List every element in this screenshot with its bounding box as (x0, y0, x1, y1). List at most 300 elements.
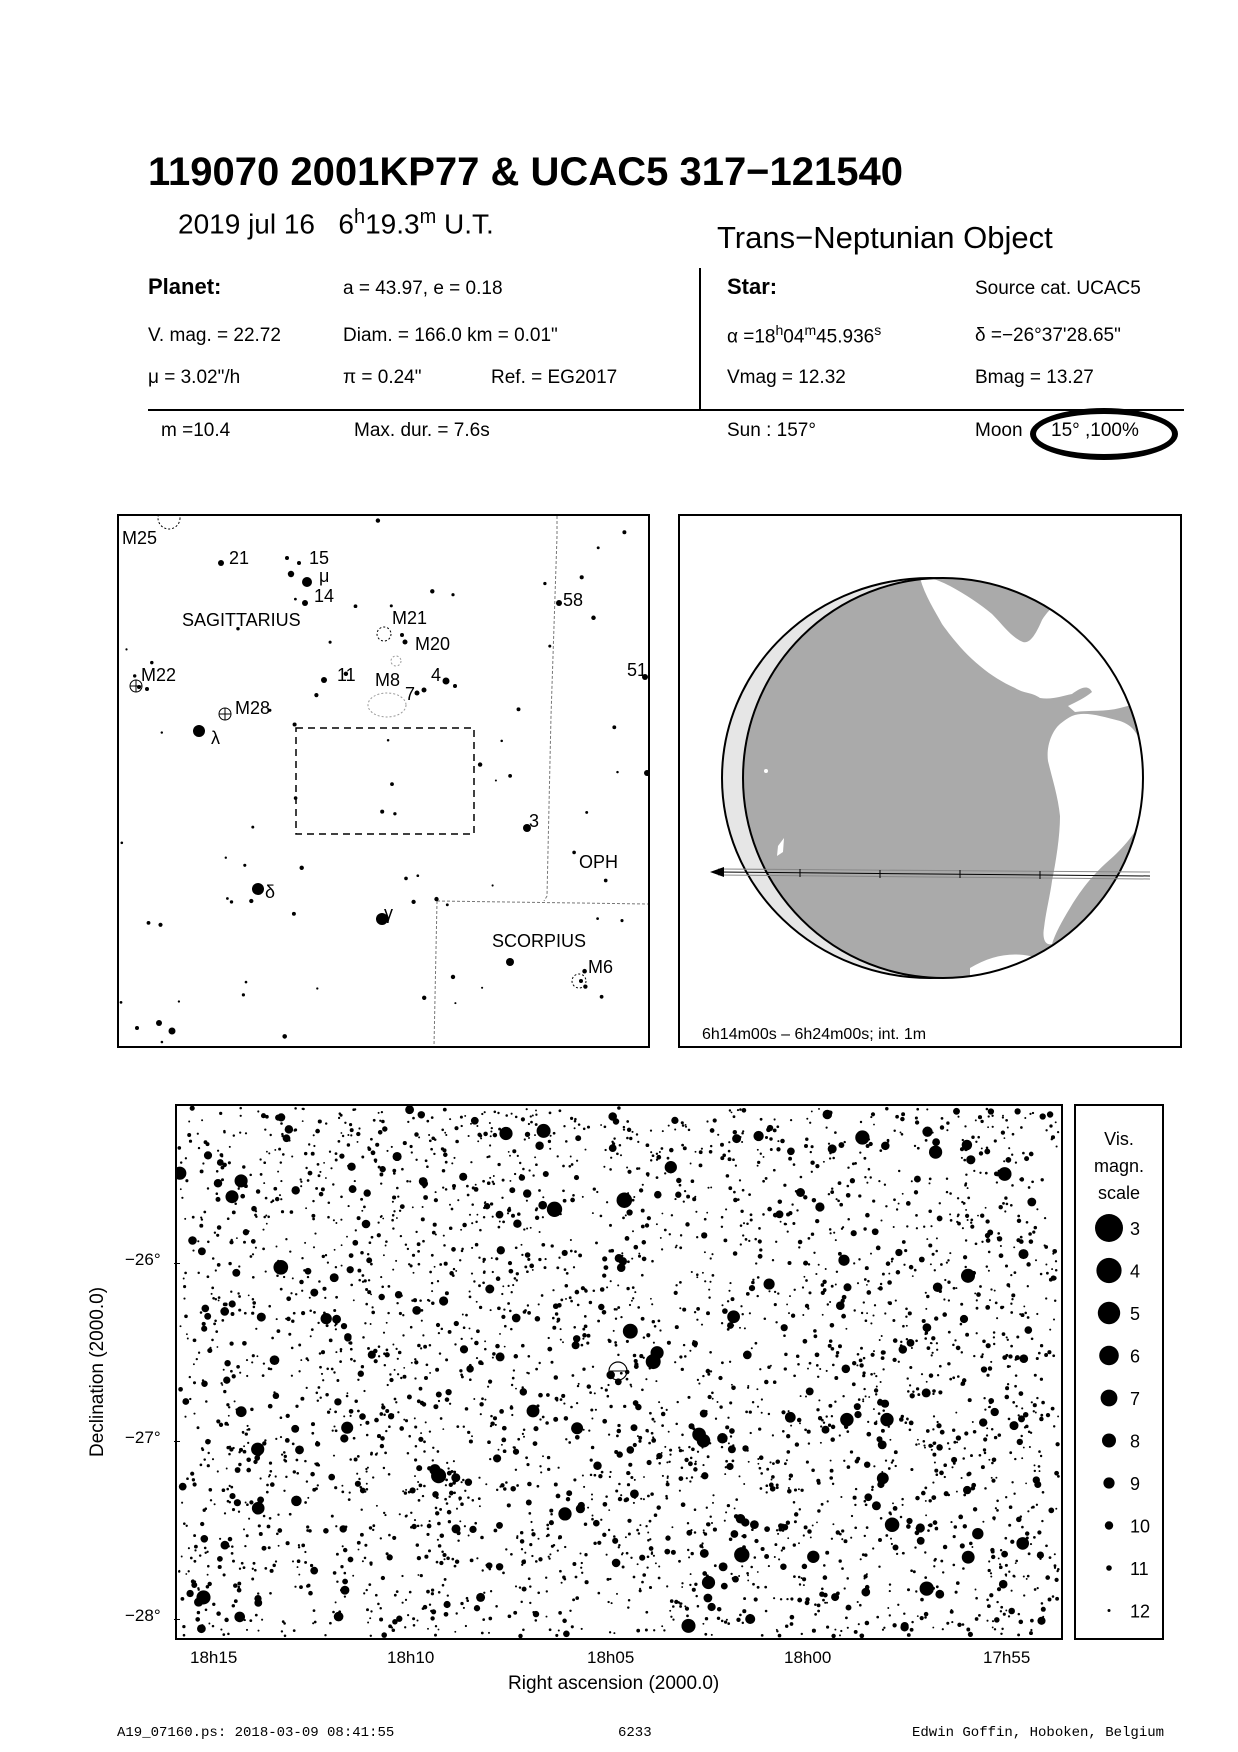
field-star (185, 1157, 187, 1159)
field-star (808, 1442, 810, 1444)
field-star (505, 1548, 507, 1550)
field-star (490, 1415, 493, 1418)
field-star (759, 1455, 764, 1460)
field-star (249, 1174, 252, 1177)
field-star (681, 1144, 684, 1147)
star-field-chart (175, 1104, 1063, 1640)
legend-label-4: 4 (1130, 1261, 1141, 1282)
field-star (202, 1322, 206, 1326)
field-star (442, 1169, 446, 1173)
field-star (679, 1602, 682, 1605)
field-star (345, 1525, 348, 1528)
field-star (836, 1271, 838, 1273)
field-star (928, 1499, 931, 1502)
field-star (285, 1125, 294, 1134)
field-star (497, 1306, 501, 1310)
field-star (916, 1387, 919, 1390)
field-star (969, 1542, 973, 1546)
field-star (496, 1489, 498, 1491)
field-star (496, 1211, 504, 1219)
field-star (936, 1585, 939, 1588)
field-star (943, 1463, 947, 1467)
field-star (414, 1417, 416, 1419)
field-star (649, 1520, 652, 1523)
field-star (1015, 1374, 1018, 1377)
field-star (497, 1246, 505, 1254)
field-star (749, 1410, 752, 1413)
field-star (667, 1475, 669, 1477)
field-star (329, 1408, 331, 1410)
field-star (207, 1275, 210, 1278)
field-star (380, 1182, 382, 1184)
field-star (819, 1368, 821, 1370)
field-star (909, 1265, 914, 1270)
field-star (710, 1145, 712, 1147)
field-star (664, 1229, 667, 1232)
field-star (623, 1128, 625, 1130)
field-star (659, 1329, 661, 1331)
field-star (761, 1547, 765, 1551)
field-star (421, 1217, 425, 1221)
field-star (211, 1339, 214, 1342)
field-star (968, 1632, 973, 1637)
field-star (283, 1459, 285, 1461)
field-star (574, 1175, 579, 1180)
field-star (393, 1210, 395, 1212)
field-star (355, 1481, 361, 1487)
field-star (507, 1302, 510, 1305)
field-star (784, 1353, 787, 1356)
field-star (898, 1203, 900, 1205)
field-star (1037, 1617, 1045, 1625)
field-star (651, 1346, 664, 1359)
field-star (960, 1543, 965, 1548)
finder-star (622, 530, 626, 534)
field-star (377, 1603, 380, 1606)
field-star (1046, 1413, 1050, 1417)
field-star (919, 1257, 925, 1263)
field-star (507, 1208, 511, 1212)
field-star (620, 1316, 622, 1318)
field-star (766, 1282, 769, 1285)
field-star (392, 1414, 394, 1416)
field-star (423, 1440, 426, 1443)
field-star (859, 1633, 864, 1638)
field-star (841, 1529, 844, 1532)
field-star (546, 1616, 548, 1618)
field-star (186, 1333, 188, 1335)
field-star (234, 1203, 237, 1206)
field-star (733, 1251, 738, 1256)
field-star (524, 1552, 526, 1554)
field-star (776, 1459, 780, 1463)
field-star (880, 1219, 882, 1221)
field-star (835, 1354, 838, 1357)
field-star (460, 1229, 462, 1231)
field-star (696, 1273, 699, 1276)
field-star (453, 1157, 455, 1159)
field-star (731, 1386, 736, 1391)
field-star (455, 1560, 459, 1564)
field-star (400, 1204, 405, 1209)
field-star (983, 1437, 987, 1441)
field-star (414, 1360, 418, 1364)
field-star (280, 1436, 282, 1438)
field-star (401, 1168, 404, 1171)
field-star (654, 1191, 662, 1199)
field-star (927, 1393, 929, 1395)
field-star (338, 1117, 340, 1119)
field-star (299, 1280, 304, 1285)
field-star (838, 1252, 842, 1256)
field-star (917, 1439, 919, 1441)
field-star (727, 1322, 734, 1329)
field-star (602, 1256, 607, 1261)
field-star (286, 1541, 290, 1545)
field-star (622, 1566, 625, 1569)
field-star (881, 1356, 885, 1360)
field-star (675, 1423, 678, 1426)
field-star (246, 1375, 248, 1377)
field-star (889, 1583, 891, 1585)
field-star (1040, 1414, 1043, 1417)
field-star (366, 1483, 368, 1485)
star-dec: δ =−26°37'28.65" (975, 325, 1121, 346)
field-star (618, 1544, 620, 1546)
field-star (383, 1512, 385, 1514)
field-star (315, 1487, 318, 1490)
field-star (992, 1516, 996, 1520)
field-star (386, 1322, 388, 1324)
field-star (818, 1264, 820, 1266)
field-star (1053, 1318, 1055, 1320)
field-star (471, 1338, 473, 1340)
field-star (859, 1359, 863, 1363)
field-star (946, 1622, 949, 1625)
field-star (722, 1153, 726, 1157)
field-star (743, 1351, 752, 1360)
field-star (865, 1266, 869, 1270)
field-star (981, 1465, 985, 1469)
field-star (617, 1306, 620, 1309)
field-star (307, 1584, 311, 1588)
field-star (961, 1201, 963, 1203)
field-star (190, 1557, 193, 1560)
field-star (984, 1148, 990, 1154)
field-star (865, 1585, 870, 1590)
field-star (768, 1413, 770, 1415)
field-star (1045, 1264, 1047, 1266)
field-star (214, 1503, 216, 1505)
field-star (889, 1439, 891, 1441)
field-star (372, 1524, 375, 1527)
field-star (277, 1118, 280, 1121)
field-star (701, 1546, 703, 1548)
field-star (708, 1289, 710, 1291)
field-star (417, 1620, 419, 1622)
field-star (892, 1623, 896, 1627)
field-star (360, 1533, 364, 1537)
field-star (335, 1152, 338, 1155)
field-star (281, 1135, 284, 1138)
field-star (818, 1399, 820, 1401)
field-star (182, 1625, 185, 1628)
field-star (558, 1207, 560, 1209)
field-star (525, 1456, 528, 1459)
field-star (267, 1525, 271, 1529)
field-star (361, 1365, 364, 1368)
field-star (745, 1614, 755, 1624)
field-star (268, 1305, 271, 1308)
field-star (245, 1502, 247, 1504)
field-star (515, 1246, 518, 1249)
field-star (431, 1137, 435, 1141)
field-star (178, 1570, 180, 1572)
field-star (378, 1130, 383, 1135)
field-star (706, 1369, 711, 1374)
field-star (265, 1197, 268, 1200)
field-star (298, 1344, 301, 1347)
field-star (870, 1253, 872, 1255)
field-star (188, 1121, 190, 1123)
field-star (828, 1424, 831, 1427)
field-star (204, 1140, 208, 1144)
field-star (839, 1634, 841, 1636)
field-star (857, 1353, 860, 1356)
field-star (438, 1591, 441, 1594)
field-star (485, 1564, 488, 1567)
field-star (655, 1562, 657, 1564)
field-star (537, 1592, 540, 1595)
field-star (364, 1322, 366, 1324)
field-star (464, 1490, 466, 1492)
field-star (992, 1626, 994, 1628)
field-star (873, 1465, 875, 1467)
field-star (679, 1355, 682, 1358)
field-star (639, 1588, 641, 1590)
field-star (467, 1496, 470, 1499)
field-star (533, 1441, 538, 1446)
field-star (807, 1368, 809, 1370)
field-star (732, 1134, 741, 1143)
field-star (1055, 1260, 1057, 1262)
field-star (845, 1617, 848, 1620)
field-star (535, 1109, 537, 1111)
field-star (603, 1502, 608, 1507)
field-star (588, 1430, 590, 1432)
field-star (243, 1528, 245, 1530)
field-star (570, 1250, 573, 1253)
field-star (1017, 1215, 1020, 1218)
field-star (929, 1178, 932, 1181)
field-star (946, 1121, 949, 1124)
field-star (999, 1563, 1001, 1565)
field-star (361, 1210, 363, 1212)
field-star (353, 1360, 356, 1363)
field-star (750, 1213, 753, 1216)
field-star (813, 1252, 815, 1254)
finder-star (121, 842, 124, 845)
field-star (750, 1432, 752, 1434)
field-star (638, 1436, 642, 1440)
field-star (575, 1596, 579, 1600)
field-star (820, 1425, 822, 1427)
finder-star (294, 598, 297, 601)
field-star (915, 1496, 919, 1500)
field-star (478, 1497, 481, 1500)
field-star (760, 1487, 763, 1490)
field-star (420, 1524, 422, 1526)
field-star (333, 1371, 335, 1373)
field-star (929, 1145, 942, 1158)
magnitude-drop: m =10.4 (161, 420, 231, 441)
field-star (438, 1629, 440, 1631)
field-star (272, 1199, 275, 1202)
field-star (298, 1574, 300, 1576)
field-star (368, 1279, 370, 1281)
field-star (935, 1590, 944, 1599)
field-star (859, 1151, 861, 1153)
field-star (548, 1557, 550, 1559)
field-star (410, 1145, 413, 1148)
field-star (366, 1608, 369, 1611)
field-star (740, 1210, 743, 1213)
field-star (461, 1338, 463, 1340)
field-star (203, 1509, 206, 1512)
field-star (704, 1251, 706, 1253)
star-bmag: Bmag = 13.27 (975, 367, 1094, 388)
field-star (681, 1619, 695, 1633)
field-star (729, 1282, 731, 1284)
field-star (572, 1562, 576, 1566)
field-star (546, 1590, 548, 1592)
field-star (581, 1286, 585, 1290)
field-star (370, 1138, 373, 1141)
field-star (619, 1257, 627, 1265)
field-star (925, 1139, 928, 1142)
field-star (503, 1308, 505, 1310)
field-star (552, 1326, 556, 1330)
finder-star (451, 975, 455, 979)
field-star (944, 1279, 946, 1281)
field-star (357, 1379, 359, 1381)
field-star (735, 1554, 739, 1558)
field-star (1044, 1217, 1046, 1219)
field-star (823, 1288, 827, 1292)
field-star (847, 1218, 850, 1221)
field-star (436, 1497, 438, 1499)
field-star (489, 1458, 491, 1460)
page-title: 119070 2001KP77 & UCAC5 317−121540 (148, 150, 904, 194)
field-star (371, 1150, 376, 1155)
field-star (766, 1491, 768, 1493)
field-star (291, 1496, 302, 1507)
field-star (949, 1192, 952, 1195)
field-star (965, 1214, 969, 1218)
field-star (402, 1334, 404, 1336)
field-star (469, 1526, 476, 1533)
field-star (396, 1590, 399, 1593)
earth-map-caption: 6h14m00s – 6h24m00s; int. 1m (702, 1026, 927, 1043)
field-star (862, 1398, 864, 1400)
field-star (649, 1412, 652, 1415)
field-star (445, 1161, 448, 1164)
field-star (828, 1344, 832, 1348)
field-star (374, 1160, 376, 1162)
field-star (229, 1300, 236, 1307)
field-star (544, 1266, 547, 1269)
field-star (720, 1143, 724, 1147)
field-star (674, 1361, 676, 1363)
finder-star (404, 877, 408, 881)
field-star (964, 1447, 966, 1449)
field-star (980, 1120, 983, 1123)
field-star (394, 1369, 396, 1371)
field-star (1030, 1543, 1032, 1545)
field-star (530, 1115, 532, 1117)
field-star (323, 1528, 329, 1534)
field-star (1020, 1236, 1023, 1239)
field-star (410, 1487, 416, 1493)
field-star (1027, 1510, 1029, 1512)
field-star (740, 1136, 742, 1138)
field-star (553, 1417, 558, 1422)
field-star (516, 1279, 518, 1281)
field-star (193, 1482, 197, 1486)
field-star (998, 1167, 1012, 1181)
field-star (942, 1571, 944, 1573)
field-star (934, 1269, 936, 1271)
field-star (902, 1325, 905, 1328)
field-star (791, 1203, 793, 1205)
field-star (778, 1523, 783, 1528)
field-star (1037, 1552, 1044, 1559)
field-star (889, 1614, 891, 1616)
field-star (955, 1591, 958, 1594)
field-star (970, 1219, 973, 1222)
m21-cluster (377, 627, 391, 641)
planet-parallax: π = 0.24" (343, 367, 422, 388)
field-star (923, 1440, 926, 1443)
field-star (258, 1630, 260, 1632)
field-star (846, 1605, 852, 1611)
field-star (813, 1329, 817, 1333)
field-star (711, 1391, 714, 1394)
field-star (875, 1393, 877, 1395)
field-star (658, 1401, 660, 1403)
field-star (988, 1406, 990, 1408)
field-star (1005, 1609, 1007, 1611)
field-star (878, 1180, 880, 1182)
field-star (215, 1330, 218, 1333)
field-star (875, 1375, 877, 1377)
field-star (490, 1202, 493, 1205)
field-star (810, 1536, 812, 1538)
field-star (612, 1143, 614, 1145)
field-star (774, 1303, 777, 1306)
field-star (907, 1390, 910, 1393)
field-star (1031, 1506, 1033, 1508)
field-star (995, 1507, 997, 1509)
field-star (230, 1342, 232, 1344)
field-star (988, 1270, 990, 1272)
field-star (846, 1430, 849, 1433)
field-star (786, 1598, 788, 1600)
field-star (642, 1257, 647, 1262)
field-star (529, 1602, 531, 1604)
field-star (1019, 1354, 1028, 1363)
field-star (664, 1172, 666, 1174)
